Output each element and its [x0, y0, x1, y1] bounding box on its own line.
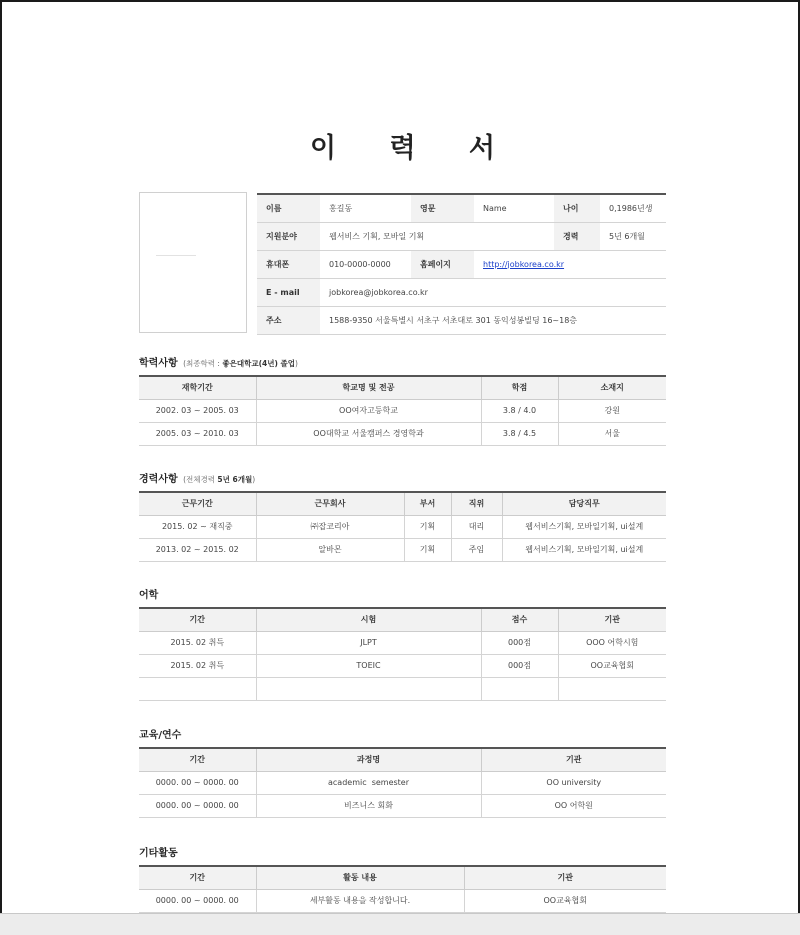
- column-header: 담당직무: [502, 492, 666, 515]
- english-name-value: Name: [474, 194, 554, 222]
- career-table: [139, 491, 666, 562]
- profile-row: [257, 194, 666, 222]
- table-cell: [481, 677, 558, 700]
- profile-row: [257, 278, 666, 306]
- table-cell: 2013. 02 ~ 2015. 02: [139, 538, 256, 561]
- field-value: 웹서비스 기획, 모바일 기획: [320, 222, 554, 250]
- email-label: E - mail: [257, 278, 320, 306]
- photo-placeholder: [139, 192, 247, 333]
- career-section-title: [139, 470, 255, 485]
- column-header: 재학기간: [139, 376, 256, 399]
- table-cell: 3.8 / 4.5: [481, 422, 558, 445]
- table-cell: OO교육협회: [558, 654, 666, 677]
- table-cell: 2015. 02 취득: [139, 631, 256, 654]
- address-value: 1588-9350 서울특별시 서초구 서초대로 301 동익성봉빌딩 16~18층: [320, 306, 666, 334]
- age-label: 나이: [554, 194, 600, 222]
- table-cell: JLPT: [256, 631, 481, 654]
- career-title: 경력사항: [139, 474, 178, 485]
- training-title: 교육/연수: [139, 730, 182, 741]
- table-header-row: [139, 608, 666, 631]
- education-note-value: 좋은대학교(4년) 졸업: [222, 359, 295, 368]
- language-title: 어학: [139, 590, 159, 601]
- column-header: 근무회사: [256, 492, 404, 515]
- table-cell: 2002. 03 ~ 2005. 03: [139, 399, 256, 422]
- profile-table: [257, 193, 666, 335]
- photo-placeholder-line: [156, 255, 196, 256]
- activities-title: 기타활동: [139, 848, 178, 859]
- table-cell: 0000. 00 ~ 0000. 00: [139, 794, 256, 817]
- table-cell: 웹서비스기획, 모바일기획, ui설계: [502, 515, 666, 538]
- table-cell: OO university: [481, 771, 666, 794]
- activities-table: [139, 865, 666, 913]
- education-note-prefix: (최종학력 :: [183, 359, 220, 368]
- table-cell: 웹서비스기획, 모바일기획, ui설계: [502, 538, 666, 561]
- table-cell: 대리: [451, 515, 502, 538]
- english-name-label: 영문: [411, 194, 474, 222]
- career-value: 5년 6개월: [600, 222, 666, 250]
- table-cell: OO교육협회: [464, 889, 666, 912]
- table-cell: TOEIC: [256, 654, 481, 677]
- career-note-value: 5년 6개월: [217, 475, 253, 484]
- table-cell: 2015. 02 ~ 재직중: [139, 515, 256, 538]
- table-cell: 서울: [558, 422, 666, 445]
- table-cell: 기획: [404, 538, 451, 561]
- table-row: [139, 677, 666, 700]
- table-cell: 0000. 00 ~ 0000. 00: [139, 771, 256, 794]
- education-note: [183, 359, 298, 368]
- homepage-label: 홈페이지: [411, 250, 474, 278]
- table-cell: OO대학교 서울캠퍼스 경영학과: [256, 422, 481, 445]
- table-header-row: [139, 866, 666, 889]
- email-value: jobkorea@jobkorea.co.kr: [320, 278, 666, 306]
- table-row: [139, 654, 666, 677]
- language-section-title: [139, 586, 158, 601]
- column-header: 기관: [464, 866, 666, 889]
- table-cell: 0000. 00 ~ 0000. 00: [139, 889, 256, 912]
- table-cell: ㈜잡코리아: [256, 515, 404, 538]
- table-cell: [558, 677, 666, 700]
- column-header: 시험: [256, 608, 481, 631]
- table-cell: 세부활동 내용을 작성합니다.: [256, 889, 464, 912]
- field-label: 지원분야: [257, 222, 320, 250]
- table-row: [139, 515, 666, 538]
- table-cell: 3.8 / 4.0: [481, 399, 558, 422]
- column-header: 기간: [139, 866, 256, 889]
- table-row: [139, 889, 666, 912]
- column-header: 기관: [481, 748, 666, 771]
- career-note-suffix: ): [252, 475, 256, 484]
- table-cell: OO여자고등학교: [256, 399, 481, 422]
- address-label: 주소: [257, 306, 320, 334]
- table-cell: 기획: [404, 515, 451, 538]
- column-header: 근무기간: [139, 492, 256, 515]
- table-header-row: [139, 748, 666, 771]
- column-header: 학교명 및 전공: [256, 376, 481, 399]
- table-cell: [256, 677, 481, 700]
- page-title: 이 력 서: [309, 133, 518, 164]
- age-value: 0,1986년생: [600, 194, 666, 222]
- table-cell: 2005. 03 ~ 2010. 03: [139, 422, 256, 445]
- column-header: 기관: [558, 608, 666, 631]
- career-note-prefix: (전체경력: [183, 475, 216, 484]
- column-header: 점수: [481, 608, 558, 631]
- table-row: [139, 422, 666, 445]
- table-cell: 비즈니스 회화: [256, 794, 481, 817]
- profile-row: [257, 306, 666, 334]
- activities-section-title: [139, 844, 178, 859]
- table-cell: OO 어학원: [481, 794, 666, 817]
- profile-row: [257, 250, 666, 278]
- phone-value: 010-0000-0000: [320, 250, 411, 278]
- language-table: [139, 607, 666, 701]
- table-cell: 000점: [481, 654, 558, 677]
- table-row: [139, 538, 666, 561]
- table-cell: 000점: [481, 631, 558, 654]
- table-row: [139, 631, 666, 654]
- table-cell: 강원: [558, 399, 666, 422]
- table-row: [139, 399, 666, 422]
- education-note-suffix: ): [295, 359, 298, 368]
- education-title: 학력사항: [139, 358, 178, 369]
- name-value: 홍길동: [320, 194, 411, 222]
- column-header: 학점: [481, 376, 558, 399]
- homepage-link[interactable]: http://jobkorea.co.kr: [474, 250, 666, 278]
- column-header: 부서: [404, 492, 451, 515]
- education-section-title: [139, 354, 298, 369]
- profile-row: [257, 222, 666, 250]
- table-cell: academic semester: [256, 771, 481, 794]
- horizontal-scrollbar[interactable]: [0, 913, 800, 935]
- table-cell: 알바몬: [256, 538, 404, 561]
- column-header: 소재지: [558, 376, 666, 399]
- table-cell: [139, 677, 256, 700]
- phone-label: 휴대폰: [257, 250, 320, 278]
- name-label: 이름: [257, 194, 320, 222]
- column-header: 기간: [139, 608, 256, 631]
- column-header: 기간: [139, 748, 256, 771]
- career-label: 경력: [554, 222, 600, 250]
- table-cell: 주임: [451, 538, 502, 561]
- table-cell: OOO 어학시험: [558, 631, 666, 654]
- training-section-title: [139, 726, 181, 741]
- column-header: 직위: [451, 492, 502, 515]
- column-header: 활동 내용: [256, 866, 464, 889]
- table-cell: 2015. 02 취득: [139, 654, 256, 677]
- education-table: [139, 375, 666, 446]
- table-row: [139, 771, 666, 794]
- career-note: [183, 475, 255, 484]
- training-table: [139, 747, 666, 818]
- table-row: [139, 794, 666, 817]
- table-header-row: [139, 492, 666, 515]
- table-header-row: [139, 376, 666, 399]
- column-header: 과정명: [256, 748, 481, 771]
